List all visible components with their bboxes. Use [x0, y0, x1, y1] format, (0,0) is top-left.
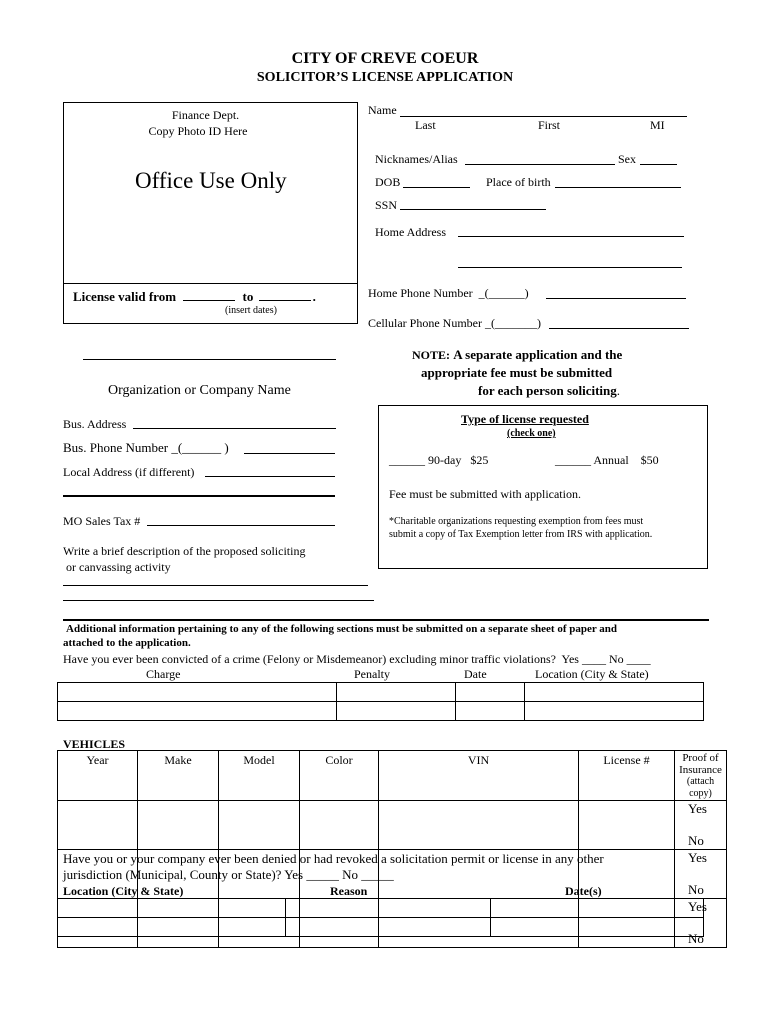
- nicknames-label: Nicknames/Alias: [375, 152, 458, 166]
- license-header: License #: [579, 751, 675, 801]
- cell-phone-line[interactable]: [549, 328, 689, 329]
- charitable-note-1: *Charitable organizations requesting exemption from fees must: [389, 516, 644, 527]
- dob-label: DOB: [375, 175, 401, 189]
- mo-sales-tax-label: MO Sales Tax #: [63, 514, 141, 528]
- table-cell[interactable]: [58, 702, 337, 721]
- home-address-line-1[interactable]: [458, 236, 684, 237]
- last-label: Last: [415, 118, 436, 132]
- crime-table: [57, 682, 704, 721]
- make-header: Make: [138, 751, 219, 801]
- table-cell[interactable]: [286, 918, 491, 937]
- bus-address-line[interactable]: [133, 428, 336, 429]
- table-cell[interactable]: [337, 702, 456, 721]
- table-cell[interactable]: [58, 899, 286, 918]
- office-use-only-label: Office Use Only: [135, 168, 287, 193]
- additional-info-line-2: attached to the application.: [63, 637, 191, 649]
- org-name-line[interactable]: [83, 359, 336, 360]
- local-address-label: Local Address (if different): [63, 465, 195, 479]
- proof-of-insurance-header: Proof of Insurance (attach copy): [675, 751, 727, 801]
- home-phone-line[interactable]: [546, 298, 686, 299]
- sex-label: Sex: [618, 152, 636, 166]
- bus-phone-label: Bus. Phone Number _(______ ): [63, 440, 229, 455]
- note-line-1: NOTE: A separate application and the: [412, 347, 623, 362]
- location-header: Location (City & State): [535, 667, 649, 681]
- table-cell[interactable]: [58, 918, 286, 937]
- note-prefix: NOTE:: [412, 348, 451, 362]
- name-label: Name: [368, 103, 397, 117]
- sex-line[interactable]: [640, 164, 677, 165]
- office-box-divider: [63, 283, 358, 284]
- table-cell[interactable]: [525, 683, 704, 702]
- denied-dates-header: Date(s): [565, 884, 602, 898]
- home-phone-label: Home Phone Number _(______): [368, 286, 529, 300]
- crime-yes[interactable]: Yes ____: [561, 652, 606, 666]
- local-address-line-1[interactable]: [205, 476, 335, 477]
- denied-question-1: Have you or your company ever been denied or had revoked a solicitation permit or license in any other: [63, 851, 604, 866]
- home-address-line-2[interactable]: [458, 267, 682, 268]
- license-type-title: Type of license requested: [461, 412, 589, 426]
- option-90-day[interactable]: ______ 90-day $25: [389, 453, 489, 467]
- table-cell[interactable]: [379, 801, 579, 850]
- table-cell[interactable]: [300, 801, 379, 850]
- local-address-line-2[interactable]: [63, 495, 335, 497]
- copy-photo-label: Copy Photo ID Here: [148, 124, 248, 138]
- license-valid-label: License valid from to .: [73, 289, 316, 304]
- mo-sales-tax-line[interactable]: [147, 525, 335, 526]
- name-line[interactable]: [400, 116, 687, 117]
- vehicles-title: VEHICLES: [63, 737, 126, 751]
- license-valid-to: to: [242, 289, 254, 304]
- description-label-1: Write a brief description of the proposed soliciting: [63, 544, 306, 558]
- description-line-2[interactable]: [63, 600, 374, 601]
- crime-question: Have you ever been convicted of a crime (Felony or Misdemeanor) excluding minor traffic violations? Yes ____ No ____: [63, 652, 651, 666]
- note-line-3: for each person soliciting.: [478, 383, 621, 398]
- vin-header: VIN: [379, 751, 579, 801]
- crime-no[interactable]: No ____: [608, 652, 651, 666]
- table-cell[interactable]: [138, 801, 219, 850]
- table-cell[interactable]: [58, 683, 337, 702]
- insurance-yes-no[interactable]: YesNo: [675, 801, 727, 850]
- cell-phone-label: Cellular Phone Number _(_______): [368, 316, 541, 330]
- denied-table: [57, 898, 704, 937]
- org-name-label: Organization or Company Name: [108, 383, 291, 398]
- option-annual[interactable]: ______ Annual $50: [555, 453, 659, 467]
- description-line-1[interactable]: [63, 585, 368, 586]
- finance-dept-label: Finance Dept.: [171, 108, 240, 122]
- table-cell[interactable]: [491, 899, 704, 918]
- check-one-label: (check one): [507, 428, 556, 439]
- dob-line[interactable]: [403, 187, 470, 188]
- mi-label: MI: [650, 118, 665, 132]
- bus-phone-line[interactable]: [244, 453, 335, 454]
- table-cell[interactable]: [286, 899, 491, 918]
- table-cell[interactable]: [456, 683, 525, 702]
- fee-note: Fee must be submitted with application.: [389, 487, 581, 501]
- table-cell[interactable]: [219, 801, 300, 850]
- additional-info-line-1: Additional information pertaining to any of the following sections must be submitted on a separate sheet of paper and: [66, 623, 618, 635]
- table-cell[interactable]: [579, 801, 675, 850]
- ssn-line[interactable]: [400, 209, 546, 210]
- date-header: Date: [464, 667, 487, 681]
- page-subtitle: SOLICITOR’S LICENSE APPLICATION: [256, 70, 514, 85]
- charitable-note-2: submit a copy of Tax Exemption letter from IRS with application.: [389, 529, 653, 540]
- insurance-yes-no[interactable]: YesNo: [675, 850, 727, 899]
- page-title: CITY OF CREVE COEUR: [291, 50, 479, 67]
- license-valid-from: License valid from: [73, 289, 177, 304]
- table-cell[interactable]: [491, 918, 704, 937]
- place-of-birth-line[interactable]: [555, 187, 681, 188]
- denied-location-header: Location (City & State): [63, 884, 184, 898]
- bus-phone-format: _(______ ): [171, 440, 229, 455]
- penalty-header: Penalty: [354, 667, 390, 681]
- description-label-2: or canvassing activity: [66, 560, 171, 574]
- nicknames-line[interactable]: [465, 164, 615, 165]
- year-header: Year: [58, 751, 138, 801]
- charge-header: Charge: [146, 667, 181, 681]
- denied-reason-header: Reason: [330, 884, 368, 898]
- section-divider: [63, 619, 709, 621]
- home-address-label: Home Address: [375, 225, 446, 239]
- table-cell[interactable]: [337, 683, 456, 702]
- denied-question-2: jurisdiction (Municipal, County or State)? Yes _____ No _____: [63, 867, 394, 882]
- insert-dates-label: (insert dates): [225, 305, 277, 316]
- insurance-yes-no[interactable]: YesNo: [675, 899, 727, 948]
- place-of-birth-label: Place of birth: [486, 175, 551, 189]
- model-header: Model: [219, 751, 300, 801]
- bus-address-label: Bus. Address: [63, 417, 127, 431]
- cell-phone-format: _(_______): [484, 316, 541, 330]
- home-phone-format: _(______): [478, 286, 529, 300]
- table-cell[interactable]: [58, 801, 138, 850]
- note-line-2: appropriate fee must be submitted: [421, 365, 613, 380]
- ssn-label: SSN: [375, 198, 398, 212]
- table-cell[interactable]: [456, 702, 525, 721]
- table-cell[interactable]: [525, 702, 704, 721]
- color-header: Color: [300, 751, 379, 801]
- first-label: First: [538, 118, 561, 132]
